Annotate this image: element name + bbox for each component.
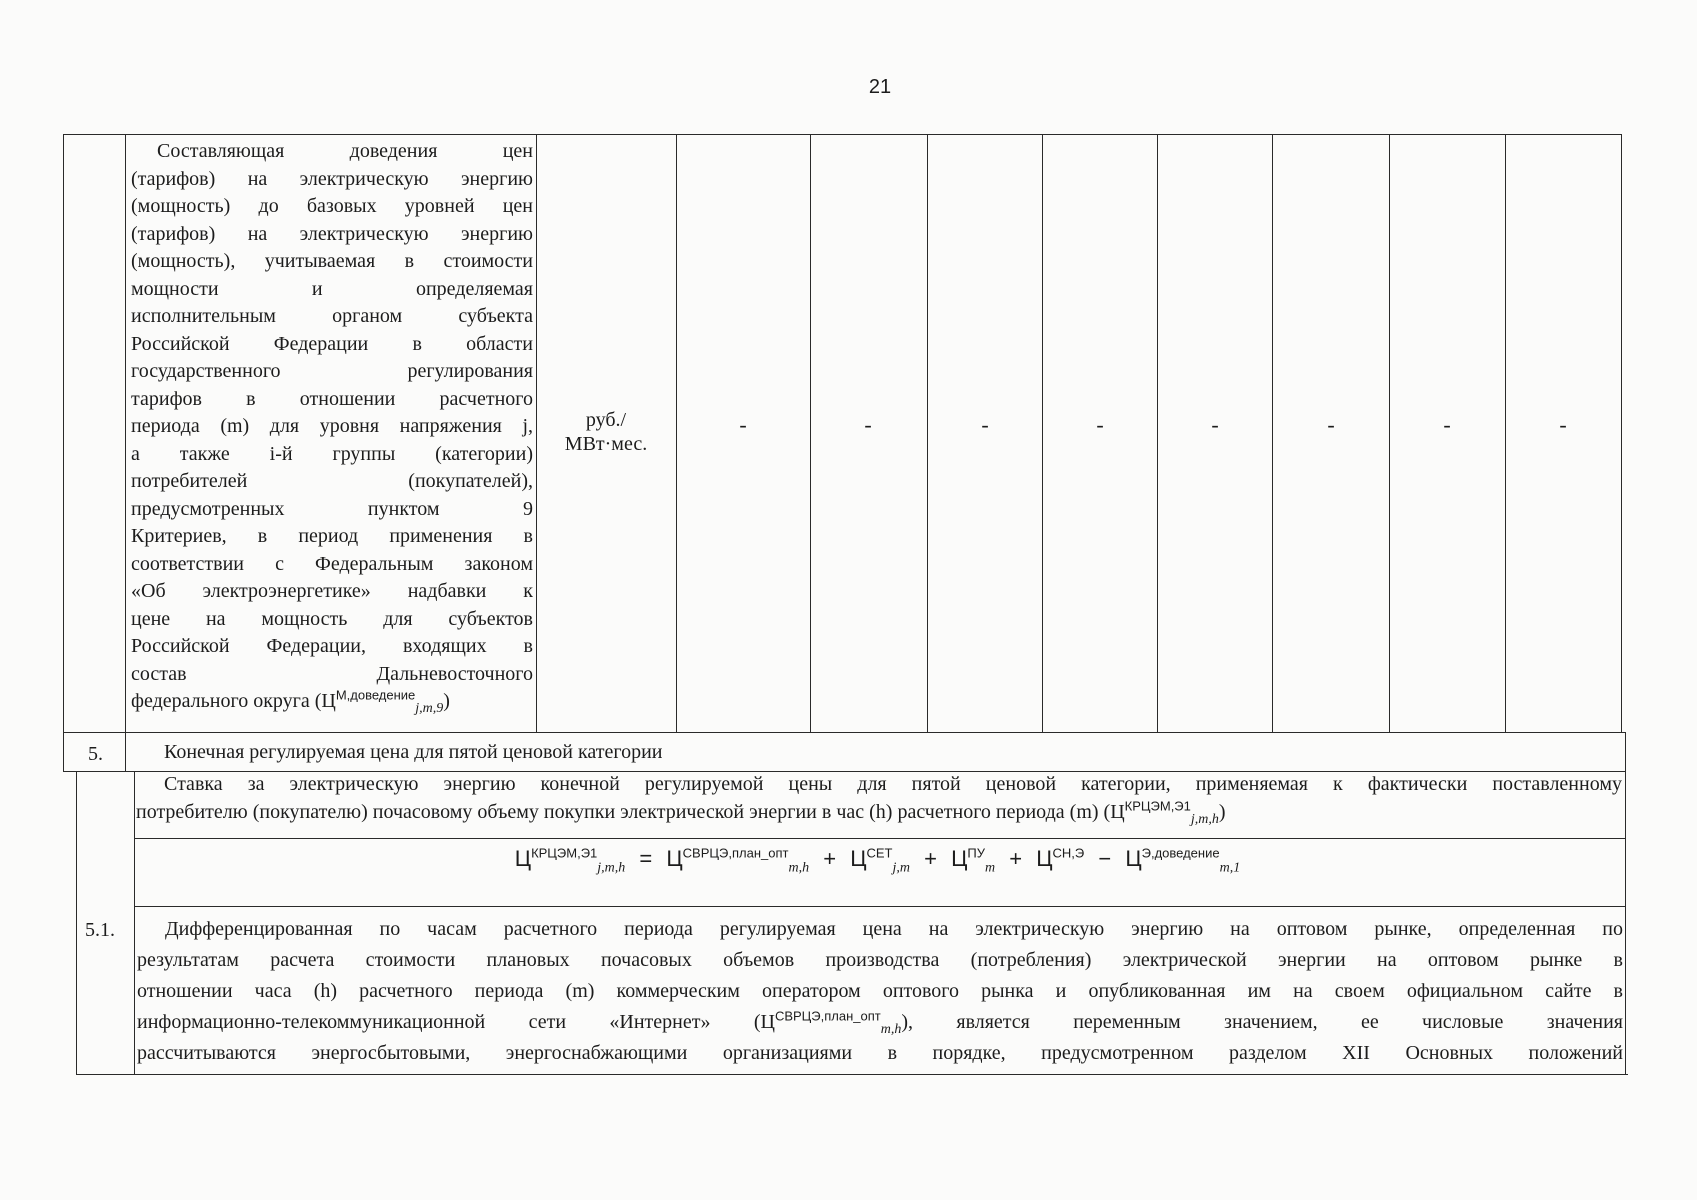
formula-divider <box>134 906 1626 907</box>
component-description <box>131 138 533 716</box>
symbol-sup: СВРЦЭ,план_опт <box>774 1008 881 1024</box>
desc-line: Критериев, в период применения в <box>131 525 533 547</box>
symbol-sup: СЕТ <box>866 845 893 861</box>
para-line-3: отношении часа (h) расчетного периода (m) коммерческим оператором оптового рынка и опубликованная им на своем официальном сайте в <box>137 980 1623 1002</box>
para-line-5: рассчитываются энергосбытовыми, энергоснабжающими организациями в порядке, предусмотренном разделом XII Основных положений <box>137 1042 1623 1064</box>
table-bottom-border <box>76 1074 1628 1075</box>
desc-line: «Об электроэнергетике» надбавки к <box>131 580 533 602</box>
plus-sign: + <box>924 846 937 871</box>
desc-last-text: федерального округа ( <box>131 690 322 712</box>
value-cell: - <box>739 412 747 437</box>
symbol-close: ) <box>1218 801 1226 823</box>
para-line-4-start: информационно-телекоммуникационной сети «Интернет» ( <box>137 1011 761 1033</box>
col-divider-v7 <box>1389 134 1390 732</box>
table-left-border <box>63 134 64 771</box>
row-number-51: 5.1. <box>85 919 115 941</box>
symbol-sub: j,m,h <box>597 860 626 876</box>
value-cell: - <box>1211 412 1219 437</box>
desc-line: (тарифов) на электрическую энергию <box>131 222 533 245</box>
unit-line-1: руб./ <box>585 409 627 431</box>
col-divider-v6 <box>1272 134 1273 732</box>
desc-line: периода (m) для уровня напряжения j, <box>131 415 533 437</box>
symbol-sup: ПУ <box>967 845 985 861</box>
col-divider-v4 <box>1042 134 1043 732</box>
desc-line: (тарифов) на электрическую энергию <box>131 167 533 190</box>
unit-line-2: МВт·мес. <box>564 433 648 455</box>
symbol-base: Ц <box>321 690 336 712</box>
symbol-base: Ц <box>1110 801 1125 823</box>
symbol-sub: j,m <box>892 860 910 876</box>
symbol-sup: Э,доведение <box>1141 845 1220 861</box>
symbol-base: Ц <box>1036 846 1053 871</box>
rate-symbol <box>1110 798 1219 827</box>
symbol-sub: m,1 <box>1219 860 1241 876</box>
equals-sign: = <box>639 846 653 871</box>
desc-line: (мощность) до базовых уровней цен <box>131 195 533 217</box>
formula-lhs <box>514 845 626 876</box>
para-line-4-end: ), является переменным значением, ее числовые значения <box>901 1011 1623 1033</box>
desc-line: Российской Федерации, входящих в <box>131 635 533 657</box>
value-cell: - <box>864 412 872 437</box>
symbol-base: Ц <box>514 846 532 871</box>
price-formula <box>130 845 1625 876</box>
plus-sign: + <box>1009 846 1023 871</box>
desc-line: Российской Федерации в области <box>131 332 533 355</box>
col-divider-v8 <box>1505 134 1506 732</box>
desc-line: а также i-й группы (категории) <box>131 442 533 465</box>
symbol-sub: j,m,h <box>1190 812 1219 827</box>
row-5-title: Конечная регулируемая цена для пятой ценовой категории <box>164 741 663 763</box>
rate-description <box>136 770 1622 826</box>
symbol-sup: СВРЦЭ,план_опт <box>682 845 789 861</box>
value-cell: - <box>1096 412 1104 437</box>
price-symbol <box>321 687 444 716</box>
desc-line: государственного регулирования <box>131 360 533 382</box>
table-left-border-lower <box>76 771 77 1074</box>
desc-line: состав Дальневосточного <box>131 662 533 685</box>
desc-line: исполнительным органом субъекта <box>131 305 533 327</box>
col-divider-v3 <box>927 134 928 732</box>
rate-line-2 <box>136 798 1622 826</box>
plus-sign: + <box>823 846 837 871</box>
para-line-4 <box>137 1007 1623 1038</box>
row-number-5: 5. <box>88 743 103 765</box>
formula-term-4 <box>1036 846 1084 871</box>
formula-term-3 <box>951 845 996 876</box>
desc-last-line <box>131 688 533 716</box>
symbol-sup: КРЦЭМ,Э1 <box>531 845 598 861</box>
symbol-base: Ц <box>951 846 968 871</box>
formula-term-5 <box>1125 845 1241 876</box>
symbol-base: Ц <box>666 846 683 871</box>
desc-line: цене на мощность для субъектов <box>131 607 533 630</box>
desc-line: потребителей (покупателей), <box>131 470 533 492</box>
para-symbol <box>760 1008 902 1037</box>
formula-term-1 <box>666 845 810 876</box>
formula-term-2 <box>850 845 910 876</box>
para-line-1: Дифференцированная по часам расчетного периода регулируемая цена на электрическую энергию на оптовом рынке, определенная по <box>165 918 1623 940</box>
rate-divider <box>134 838 1626 839</box>
desc-line: соответствии с Федеральным законом <box>131 552 533 575</box>
minus-sign: − <box>1098 846 1112 871</box>
symbol-base: Ц <box>760 1011 775 1033</box>
value-cell: - <box>981 412 989 437</box>
symbol-sup: М,доведение <box>335 687 416 703</box>
value-cell: - <box>1443 412 1451 437</box>
symbol-sub: j,m,9 <box>415 701 444 716</box>
col-divider-num-lower <box>134 771 135 1074</box>
symbol-sub: m,h <box>880 1022 902 1037</box>
desc-line: предусмотренных пунктом 9 <box>131 497 533 520</box>
unit-cell <box>537 408 675 456</box>
symbol-base: Ц <box>1125 846 1142 871</box>
wholesale-price-paragraph <box>137 914 1623 1069</box>
col-divider-num <box>125 134 126 771</box>
page-number: 21 <box>868 76 892 98</box>
desc-line: (мощность), учитываемая в стоимости <box>131 250 533 272</box>
symbol-base: Ц <box>850 846 867 871</box>
desc-line: мощности и определяемая <box>131 277 533 300</box>
rate-line-1: Ставка за электрическую энергию конечной регулируемой цены для пятой ценовой категории, применяемая к фактически поставленному <box>164 773 1622 795</box>
symbol-sub: m <box>984 860 996 876</box>
table-right-border <box>1621 134 1622 732</box>
col-divider-v1 <box>676 134 677 732</box>
symbol-sub: m,h <box>788 860 810 876</box>
desc-line: Составляющая доведения цен <box>157 140 533 162</box>
row-divider-5 <box>63 732 1626 733</box>
symbol-sup: СН,Э <box>1052 845 1085 861</box>
symbol-close: ) <box>443 690 450 712</box>
value-cell: - <box>1327 412 1335 437</box>
rate-line-2-text: потребителю (покупателю) почасовому объему покупки электрической энергии в час (h) расчетного периода (m) ( <box>136 801 1111 823</box>
col-divider-v2 <box>810 134 811 732</box>
value-cell: - <box>1559 412 1567 437</box>
col-divider-v5 <box>1157 134 1158 732</box>
table-right-border-lower <box>1625 732 1626 1074</box>
para-line-2: результатам расчета стоимости плановых почасовых объемов производства (потребления) электрической энергии на оптовом рынке в <box>137 949 1623 971</box>
symbol-sup: КРЦЭМ,Э1 <box>1124 798 1191 814</box>
desc-line: тарифов в отношении расчетного <box>131 387 533 410</box>
